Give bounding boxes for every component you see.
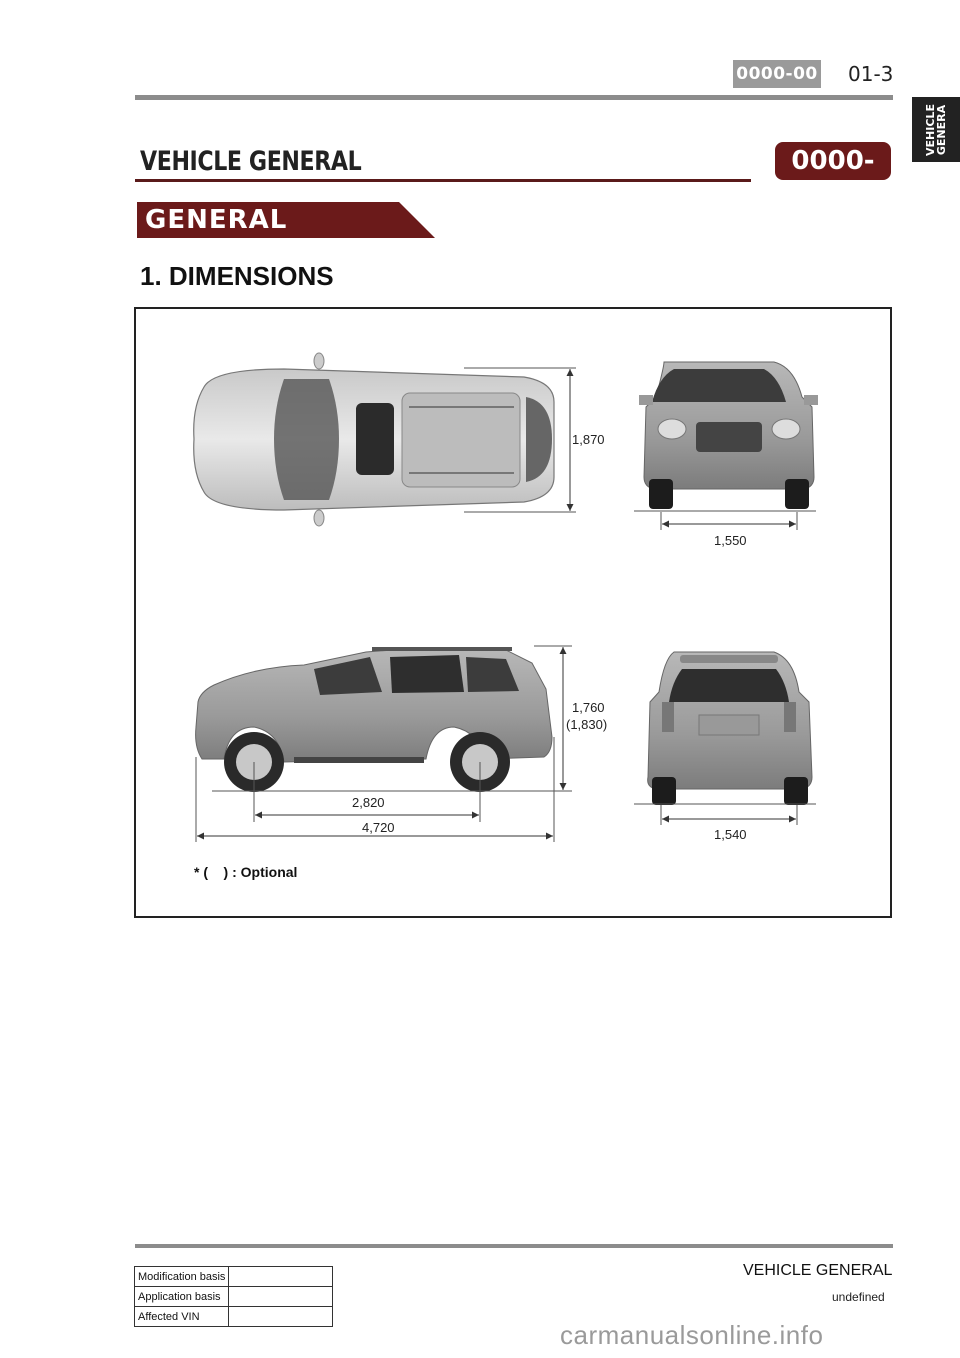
top-view-car <box>194 353 554 526</box>
general-banner-label: GENERAL <box>145 205 288 235</box>
section-title-rule <box>135 179 751 182</box>
side-tab-label: VEHICLE GENERA <box>924 103 948 156</box>
table-cell-label: Modification basis <box>135 1267 229 1287</box>
wheelbase-dimension: 2,820 <box>352 795 385 810</box>
table-cell-value <box>229 1267 333 1287</box>
side-tab[interactable] <box>912 97 960 162</box>
modification-table <box>134 1266 333 1327</box>
height-optional-dimension: (1,830) <box>566 717 608 732</box>
front-track-dimension: 1,550 <box>714 533 747 548</box>
watermark: carmanualsonline.info <box>560 1320 824 1350</box>
width-dimension: 1,870 <box>572 432 605 447</box>
dimensions-heading: 1. DIMENSIONS <box>140 261 334 291</box>
section-code-badge: 0000-00 <box>775 142 891 180</box>
footer-title: VEHICLE GENERAL <box>743 1262 893 1279</box>
rear-track-dimension: 1,540 <box>714 827 747 842</box>
table-row <box>135 1287 333 1307</box>
footer-subtitle: undefined <box>832 1290 885 1304</box>
table-row <box>135 1307 333 1327</box>
height-dimension: 1,760 <box>572 700 605 715</box>
table-cell-label: Affected VIN <box>135 1307 229 1327</box>
top-rule <box>135 95 893 100</box>
rear-view-car <box>648 652 812 805</box>
table-cell-label: Application basis <box>135 1287 229 1307</box>
page-number: 01-3 <box>848 62 894 86</box>
section-title: VEHICLE GENERAL <box>140 146 362 177</box>
table-row <box>135 1267 333 1287</box>
bottom-rule <box>135 1244 893 1248</box>
code-pill: 0000-00 <box>733 60 821 88</box>
optional-note: * ( ) : Optional <box>194 864 298 880</box>
vehicle-drawings <box>134 307 892 918</box>
table-cell-value <box>229 1287 333 1307</box>
side-view-car <box>196 647 552 792</box>
table-cell-value <box>229 1307 333 1327</box>
length-dimension: 4,720 <box>362 820 395 835</box>
front-view-car <box>639 362 818 509</box>
